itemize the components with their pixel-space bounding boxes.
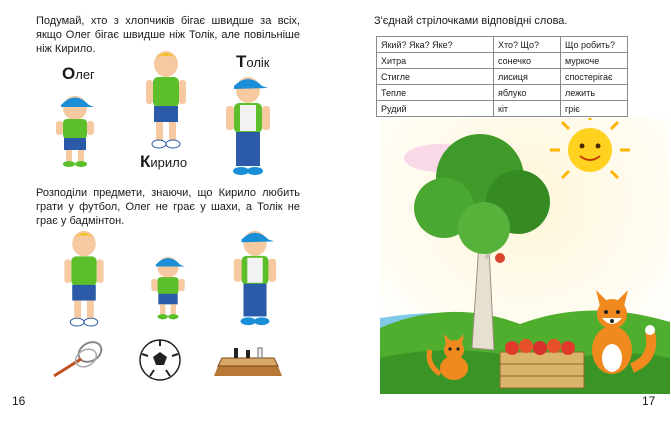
- task1-text: Подумай, хто з хлопчиків бігає швидше за всіх, якщо Олег бігає швидше ніж Толік, але повільніше ніж Кирило.: [36, 15, 300, 55]
- table-cell: Хитра: [377, 53, 494, 69]
- right-page: [336, 0, 671, 426]
- table-row: [377, 69, 628, 85]
- page-number-right: 17: [642, 394, 656, 408]
- table-row: [377, 101, 628, 117]
- table-cell: Стигле: [377, 69, 494, 85]
- instruction-text: З'єднай стрілочками відповідні слова.: [374, 15, 568, 27]
- table-cell: лисиця: [494, 69, 561, 85]
- table-header-cell: Що робить?: [561, 37, 628, 53]
- table-cell: гріє: [561, 101, 628, 117]
- name-tolik: Толік: [236, 52, 270, 71]
- table-cell: спостерігає: [561, 69, 628, 85]
- table-row: [377, 53, 628, 69]
- table-cell: Тепле: [377, 85, 494, 101]
- badminton-racket-icon: [48, 338, 108, 382]
- table-header-cell: Який? Яка? Яке?: [377, 37, 494, 53]
- apple-crate-icon: [500, 339, 584, 388]
- table-header-cell: Хто? Що?: [494, 37, 561, 53]
- chess-board-icon: [212, 344, 284, 380]
- word-table: [376, 36, 628, 117]
- task2-text: Розподіли предмети, знаючи, що Кирило любить грати у футбол, Олег не грає у шахи, а Толік не грає у бадмінтон.: [36, 187, 300, 227]
- table-cell: яблуко: [494, 85, 561, 101]
- table-cell: лежить: [561, 85, 628, 101]
- table-cell: муркоче: [561, 53, 628, 69]
- table-cell: сонечко: [494, 53, 561, 69]
- oleg-illustration-2: [146, 248, 190, 322]
- table-header-row: [377, 37, 628, 53]
- tolik-illustration: [222, 72, 274, 178]
- kyrylo-illustration-2: [62, 226, 106, 328]
- table-cell: кіт: [494, 101, 561, 117]
- page-number-left: 16: [12, 394, 26, 408]
- kyrylo-illustration: [144, 46, 188, 150]
- name-kyrylo: Кирило: [140, 152, 188, 171]
- table-cell: Рудий: [377, 101, 494, 117]
- nature-illustration: [380, 118, 670, 394]
- oleg-illustration: [50, 88, 100, 168]
- football-icon: [138, 338, 182, 382]
- table-row: [377, 85, 628, 101]
- name-oleg: Олег: [62, 64, 95, 83]
- tolik-illustration-2: [230, 226, 280, 328]
